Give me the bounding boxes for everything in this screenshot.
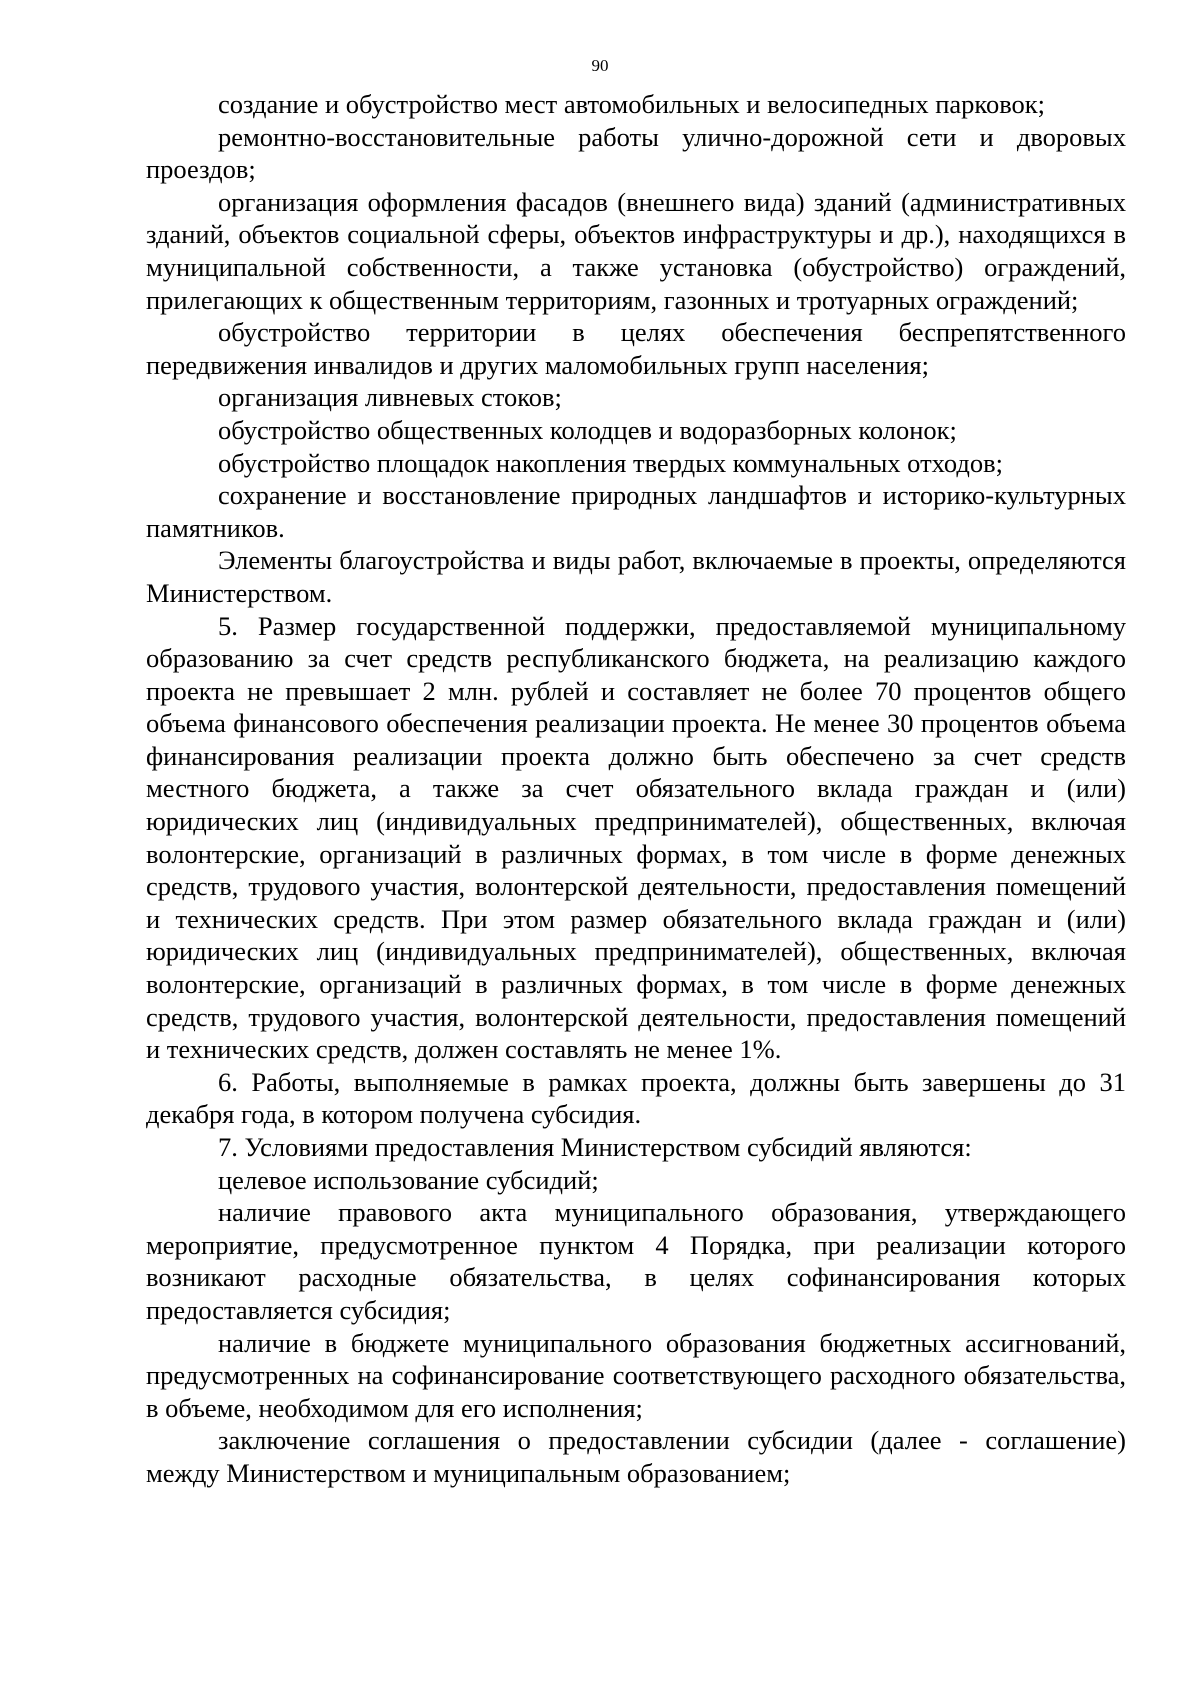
paragraph: создание и обустройство мест автомобильных и велосипедных парковок; [218, 89, 1046, 119]
paragraph: заключение соглашения о предоставлении субсидии (далее - соглашение) между Министерством и муниципальным образованием; [146, 1425, 1126, 1488]
paragraph-item-7: 7. Условиями предоставления Министерством субсидий являются: [218, 1132, 972, 1162]
paragraph: обустройство общественных колодцев и водоразборных колонок; [218, 414, 957, 445]
paragraph: наличие в бюджете муниципального образования бюджетных ассигнований, предусмотренных на софинансирование соответствующего расходного обязательства, в объеме, необходимом для его исполнения; [146, 1327, 1126, 1423]
paragraph-item-6: 6. Работы, выполняемые в рамках проекта, должны быть завершены до 31 декабря года, в котором получена субсидия. [146, 1066, 1126, 1130]
paragraph: сохранение и восстановление природных ландшафтов и историко-культурных памятников. [146, 480, 1126, 543]
paragraph: наличие правового акта муниципального образования, утверждающего мероприятие, предусмотренное пунктом 4 Порядка, при реализации которого возникают расходные обязательства, в целях софинансирования которых предоставляется субсидия; [146, 1197, 1126, 1325]
page-number: 90 [591, 56, 609, 75]
paragraph: обустройство площадок накопления твердых коммунальных отходов; [218, 447, 1003, 478]
paragraph: организация ливневых стоков; [218, 382, 562, 413]
paragraph: целевое использование субсидий; [218, 1164, 599, 1195]
paragraph: ремонтно-восстановительные работы улично-дорожной сети и дворовых проездов; [146, 121, 1126, 185]
paragraph: организация оформления фасадов (внешнего вида) зданий (административных зданий, объектов социальной сферы, объектов инфраструктуры и др.), находящихся в муниципальной собственности, а также установка (обустройство) ограждений, прилегающих к общественным территориям, газонных и тротуарных ограждений; [146, 186, 1126, 315]
paragraph-item-5: 5. Размер государственной поддержки, предоставляемой муниципальному образованию за счет средств республиканского бюджета, на реализацию каждого проекта не превышает 2 млн. рублей и составляет не более 70 процентов общего объема финансового обеспечения реализации проекта. Не менее 30 процентов объема финансирования реализации проекта должно быть обеспечено за счет средств местного бюджета, а также за счет обязательного вклада граждан и (или) юридических лиц (индивидуальных предпринимателей), общественных, включая волонтерские, организаций в различных формах, в том числе в форме денежных средств, трудового участия, волонтерской деятельности, предоставления помещений и технических средств. При этом размер обязательного вклада граждан и (или) юридических лиц (индивидуальных предпринимателей), общественных, включая волонтерские, организаций в различных формах, в том числе в форме денежных средств, трудового участия, волонтерской деятельности, предоставления помещений и технических средств, должен составлять не менее 1%. [146, 610, 1126, 1065]
paragraph: Элементы благоустройства и виды работ, включаемые в проекты, определяются Министерством. [146, 545, 1126, 608]
paragraph: обустройство территории в целях обеспечения беспрепятственного передвижения инвалидов и других маломобильных групп населения; [146, 317, 1126, 380]
document-body [146, 88, 1126, 1490]
